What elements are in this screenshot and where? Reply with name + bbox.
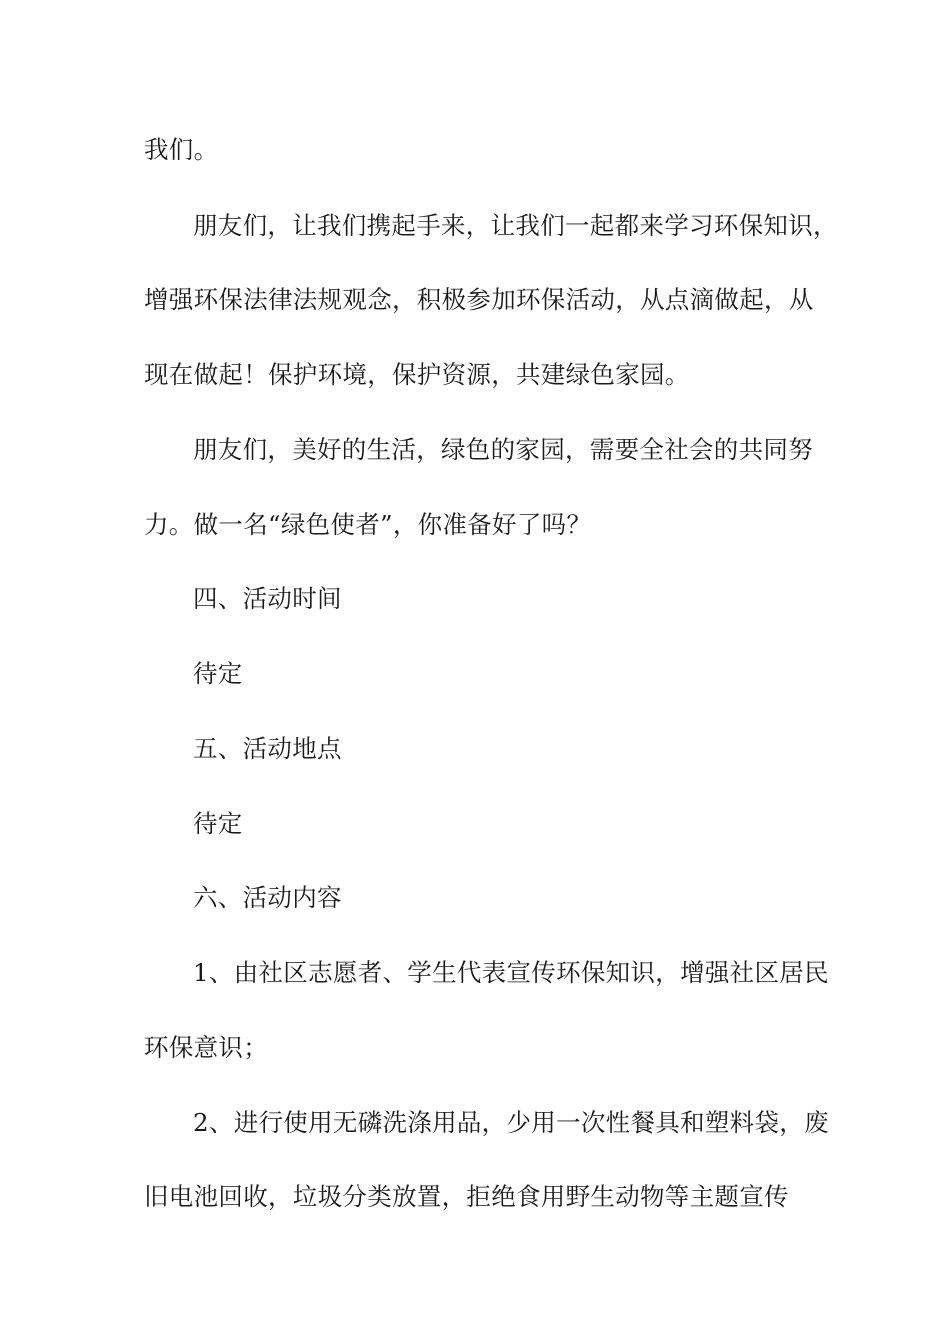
- paragraph-line: 现在做起！保护环境，保护资源，共建绿色家园。: [144, 360, 690, 389]
- paragraph-line: 待定: [193, 659, 243, 688]
- paragraph-line: 2、进行使用无磷洗涤用品，少用一次性餐具和塑料袋，废: [193, 1108, 829, 1137]
- paragraph-line: 待定: [193, 809, 243, 838]
- paragraph-line: 力。做一名“绿色使者”，你准备好了吗？: [144, 510, 592, 539]
- section-heading: 四、活动时间: [193, 584, 342, 613]
- paragraph-line: 环保意识；: [144, 1033, 268, 1062]
- paragraph-line: 1、由社区志愿者、学生代表宣传环保知识，增强社区居民: [193, 958, 829, 987]
- paragraph-line: 增强环保法律法规观念，积极参加环保活动，从点滴做起，从: [144, 285, 814, 314]
- paragraph-line: 旧电池回收，垃圾分类放置，拒绝食用野生动物等主题宣传: [144, 1182, 789, 1211]
- paragraph-line: 朋友们，美好的生活，绿色的家园，需要全社会的共同努: [193, 435, 813, 464]
- paragraph-line: 我们。: [144, 135, 219, 164]
- section-heading: 五、活动地点: [193, 734, 342, 763]
- section-heading: 六、活动内容: [193, 883, 342, 912]
- paragraph-line: 朋友们，让我们携起手来，让我们一起都来学习环保知识，: [193, 211, 838, 240]
